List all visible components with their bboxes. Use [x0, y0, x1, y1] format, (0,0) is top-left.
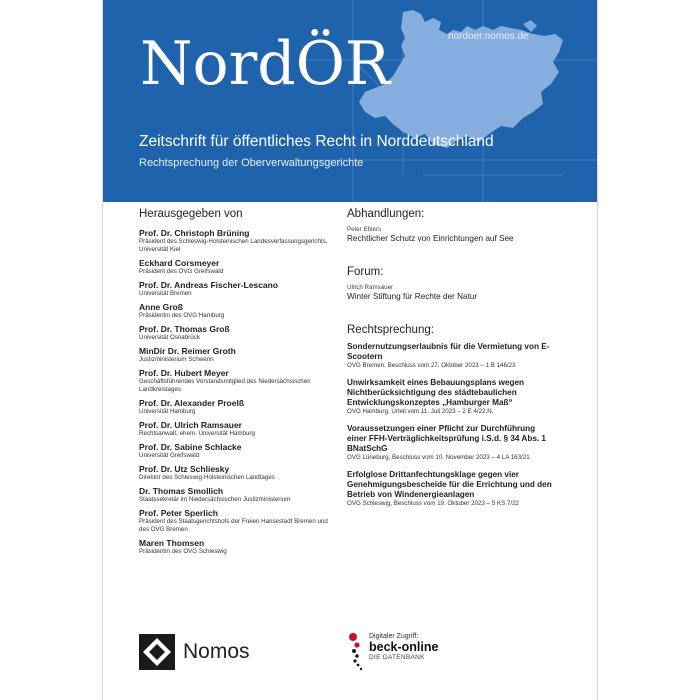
- cover-header: [103, 0, 598, 202]
- editor-role: Universität Bremen: [139, 290, 192, 297]
- editor-entry: [139, 258, 329, 276]
- article-title: Rechtlicher Schutz von Einrichtungen auf See: [347, 234, 514, 243]
- case-reference: OVG Lüneburg, Beschluss vom 10. November 2023 – 4 LA 163/21: [347, 454, 530, 461]
- editor-entry: [139, 324, 329, 342]
- article-author: Peter Ehlers: [347, 226, 382, 233]
- beck-texts: [369, 632, 438, 662]
- editor-name: Prof. Peter Sperlich: [139, 508, 218, 518]
- case-title: Voraussetzungen einer Pflicht zur Durchführung einer FFH-Verträglichkeitsprüfung i.S.d. § 34 Abs. 1 BNatSchG: [347, 424, 546, 453]
- beck-tagline: DIE DATENBANK: [369, 654, 425, 661]
- editor-entry: [139, 442, 329, 460]
- editor-role: Universität Greifswald: [139, 452, 200, 459]
- beck-digital-access: Digitaler Zugriff:: [369, 633, 419, 640]
- editor-entry: [139, 346, 329, 364]
- editor-name: Prof. Dr. Thomas Groß: [139, 324, 230, 334]
- editor-name: Eckhard Corsmeyer: [139, 258, 220, 268]
- case-entry: [347, 470, 552, 508]
- forum-author: Ulrich Ramsauer: [347, 284, 394, 291]
- abhandlungen-heading: Abhandlungen:: [347, 208, 425, 220]
- editor-role: Präsident des OVG Greifswald: [139, 268, 224, 275]
- nomos-wordmark: Nomos: [183, 640, 250, 663]
- editor-role: Präsidentin des OVG Schleswig: [139, 548, 227, 555]
- journal-logo: NordÖR: [140, 29, 391, 99]
- editor-role: Präsidentin des OVG Hamburg: [139, 312, 225, 319]
- editor-entry: [139, 486, 329, 504]
- editor-name: Prof. Dr. Ulrich Ramsauer: [139, 420, 242, 430]
- editor-name: Prof. Dr. Andreas Fischer-Lescano: [139, 280, 279, 290]
- editor-name: MinDir Dr. Reimer Groth: [139, 346, 236, 356]
- editor-role: Präsident des Schleswig-Holsteinischen Landesverfassungsgerichts, Universität Kiel: [139, 238, 328, 253]
- editor-role: Rechtsanwalt, ehem. Universität Hamburg: [139, 430, 255, 437]
- editor-role: Geschäftsführendes Vorstandsmitglied des Niedersächsischen Landkreistages: [139, 378, 311, 393]
- case-entry: [347, 378, 552, 416]
- case-reference: OVG Hamburg, Urteil vom 11. Juli 2023 – 2 E 4/22.N.: [347, 408, 494, 415]
- case-entry: [347, 424, 552, 462]
- forum-title: Winter Stiftung für Rechte der Natur: [347, 292, 478, 301]
- forum-section: [347, 266, 552, 302]
- beck-online-logo: [347, 632, 438, 672]
- editor-name: Prof. Dr. Hubert Meyer: [139, 368, 229, 378]
- editor-name: Prof. Dr. Utz Schliesky: [139, 464, 230, 474]
- case-reference: OVG Schleswig, Beschluss vom 19. Oktober 2023 – 5 KS 7/22: [347, 500, 519, 507]
- journal-url[interactable]: nordoer.nomos.de: [448, 31, 529, 42]
- editor-entry: [139, 302, 329, 320]
- beck-wordmark: beck-online: [369, 640, 439, 654]
- nomos-diamond-icon: [139, 634, 175, 670]
- case-entry: [347, 342, 552, 370]
- editor-entry: [139, 538, 329, 556]
- case-reference: OVG Bremen, Beschluss vom 27. Oktober 2023 – 1 B 146/23: [347, 362, 516, 369]
- journal-tagline: Rechtsprechung der Oberverwaltungsgerichte: [139, 157, 364, 169]
- editor-name: Anne Groß: [139, 302, 183, 312]
- editor-entry: [139, 398, 329, 416]
- editor-role: Justizministerium Schwerin: [139, 356, 214, 363]
- case-title: Erfolglose Drittanfechtungsklage gegen vier Genehmigungsbescheide für die Errichtung und den Betrieb von Windenergieanlagen: [347, 470, 552, 499]
- editors-heading: Herausgegeben von: [139, 208, 243, 220]
- editors-column: [139, 208, 329, 560]
- editor-name: Prof. Dr. Alexander Proelß: [139, 398, 245, 408]
- editor-entry: [139, 420, 329, 438]
- editor-name: Dr. Thomas Smollich: [139, 486, 224, 496]
- editor-role: Direktor des Schleswig-Holsteinischen Landtages: [139, 474, 275, 481]
- editor-entry: [139, 508, 329, 534]
- cases-list: [347, 342, 552, 508]
- editors-list: [139, 228, 329, 556]
- editor-role: Staatssekretär im Niedersächsischen Justizministerium: [139, 496, 291, 503]
- case-title: Sondernutzungserlaubnis für die Vermietung von E-Scootern: [347, 342, 550, 361]
- forum-heading: Forum:: [347, 266, 384, 278]
- editor-name: Maren Thomsen: [139, 538, 205, 548]
- editor-role: Universität Hamburg: [139, 408, 196, 415]
- editor-entry: [139, 280, 329, 298]
- journal-cover: [102, 0, 598, 700]
- editor-entry: [139, 464, 329, 482]
- editor-entry: [139, 228, 329, 254]
- editor-name: Prof. Dr. Sabine Schlacke: [139, 442, 242, 452]
- editor-entry: [139, 368, 329, 394]
- rechtsprechung-heading: Rechtsprechung:: [347, 324, 434, 336]
- rechtsprechung-section: [347, 324, 552, 516]
- editor-role: Präsident des Staatsgerichtshofs der Freien Hansestadt Bremen und des OVG Bremen: [139, 518, 328, 533]
- editor-name: Prof. Dr. Christoph Brüning: [139, 228, 250, 238]
- editor-role: Universität Osnabrück: [139, 334, 200, 341]
- nomos-logo: [139, 634, 250, 670]
- abhandlungen-section: [347, 208, 552, 244]
- beck-dots-icon: [347, 632, 367, 672]
- journal-subtitle: Zeitschrift für öffentliches Recht in Norddeutschland: [139, 133, 494, 150]
- case-title: Unwirksamkeit eines Bebauungsplans wegen Nichtberücksichtigung des städtebaulichen Entwicklungskonzeptes „Hamburger Maß“: [347, 378, 524, 407]
